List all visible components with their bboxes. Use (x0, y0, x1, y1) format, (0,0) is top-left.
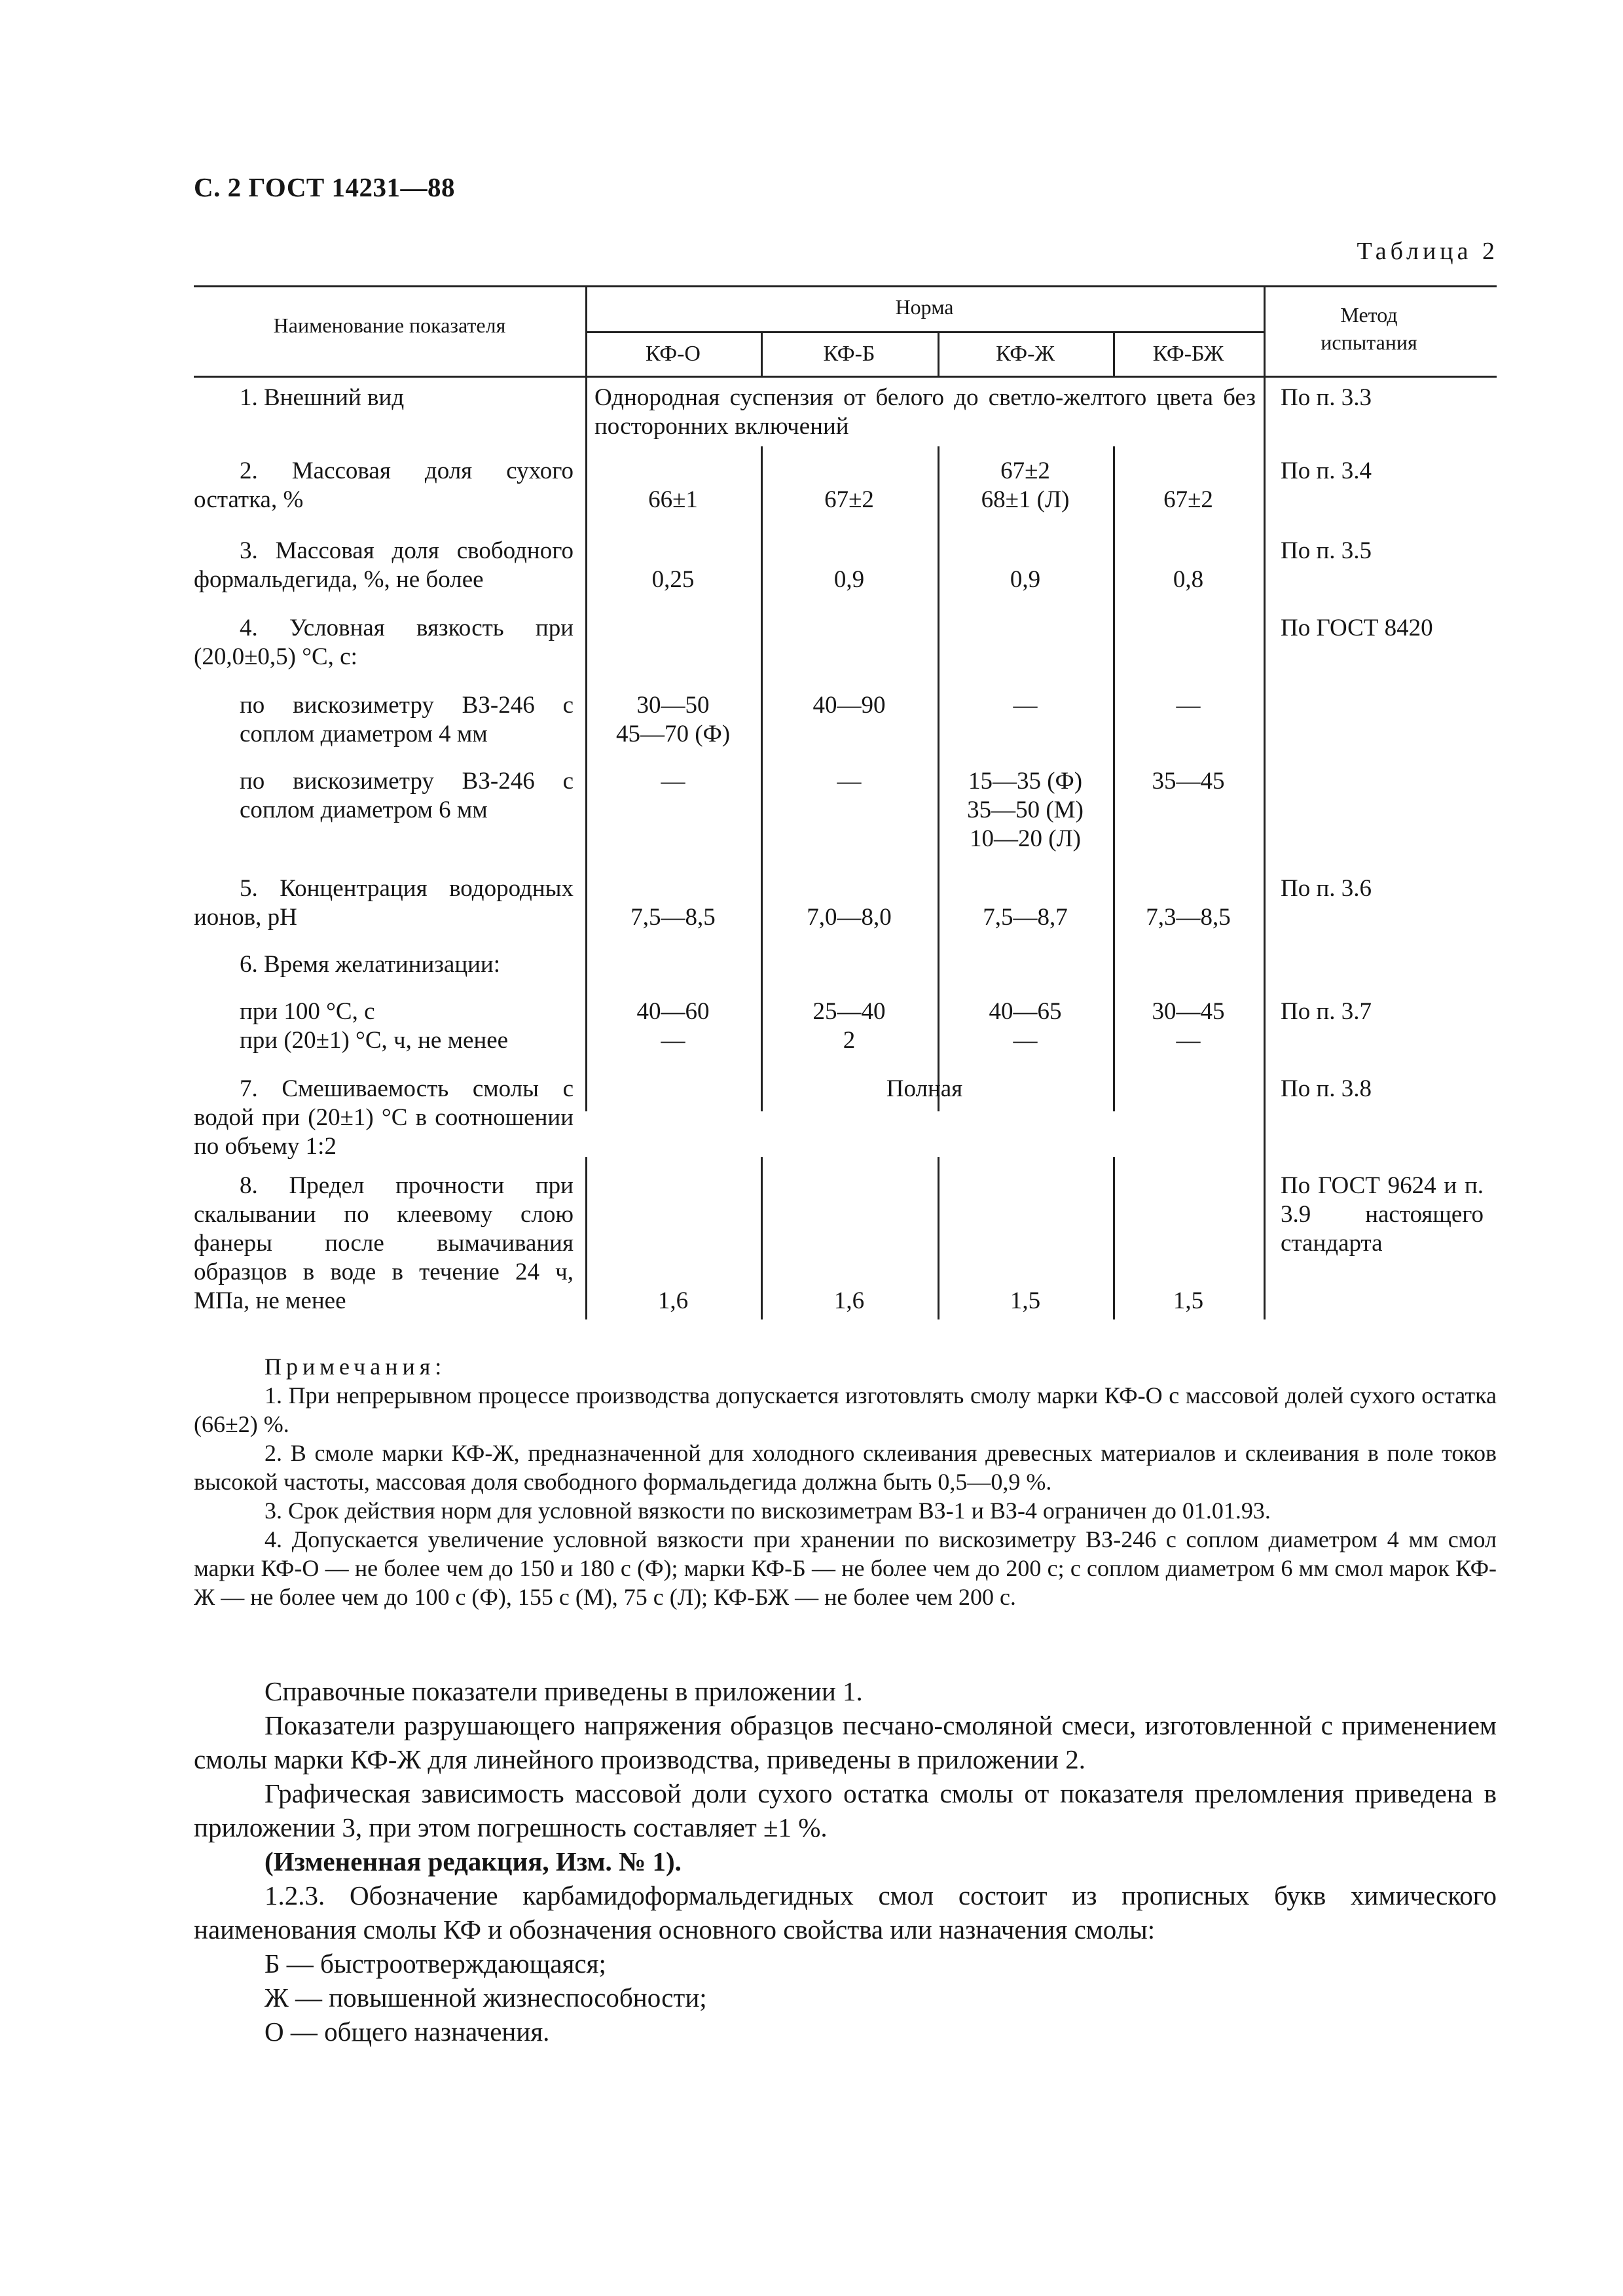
grade-header-kfzh: КФ-Ж (996, 342, 1055, 366)
row2-kfzh-a: 67±2 (1000, 457, 1050, 484)
note-4: 4. Допускается увеличение условной вязкости при хранении по вискозиметру ВЗ-246 с соплом диаметром 4 мм смол марки КФ-О — не более чем до 150 и 180 с (Ф); марки КФ-Б — не более чем до 200 с; с соплом диаметром 6 мм смол марок КФ-Ж — не более чем до 100 с (Ф), 155 с (М), 75 с (Л); КФ-БЖ — не более чем 200 с. (194, 1526, 1497, 1610)
row2-kfo: 66±1 (648, 486, 698, 513)
row4b-kfzh-c: 10—20 (Л) (970, 825, 1081, 852)
row8-kfo: 1,6 (657, 1287, 689, 1314)
row6a-kfo-b: — (661, 1027, 685, 1054)
col-header-name: Наименование показателя (273, 314, 506, 337)
row1-method: По п. 3.3 (1281, 384, 1372, 411)
row3-kfb: 0,9 (833, 566, 865, 593)
row7-name: 7. Смешиваемость смолы с водой при (20±1) °С в соотношении по объему 1:2 (194, 1075, 574, 1160)
row8-kfbzh: 1,5 (1173, 1287, 1204, 1314)
row8-kfzh: 1,5 (1010, 1287, 1041, 1314)
row5-kfbzh: 7,3—8,5 (1146, 904, 1231, 931)
row2-kfb: 67±2 (824, 486, 874, 513)
notes-title: Примечания: (264, 1354, 447, 1380)
row2-method: По п. 3.4 (1281, 457, 1372, 484)
row5-method: По п. 3.6 (1281, 875, 1372, 902)
row6-name: 6. Время желатинизации: (240, 951, 501, 978)
col-header-norm: Норма (895, 295, 954, 319)
row3-kfbzh: 0,8 (1173, 566, 1204, 593)
col-header-method: Метод испытания (1321, 303, 1417, 354)
row4a-kfo-b: 45—70 (Ф) (615, 721, 731, 747)
row6a-kfbzh-b: — (1176, 1027, 1201, 1054)
designation-b: Б — быстроотверждающаяся; (264, 1948, 606, 1979)
amendment-note: (Измененная редакция, Изм. № 1). (264, 1846, 682, 1876)
row6a-name-a: при 100 °С, с (240, 998, 375, 1025)
grade-header-kfb: КФ-Б (823, 342, 875, 366)
row1-norm-merged: Однородная суспензия от белого до светло-желтого цвета без посторонних включений (594, 384, 1256, 440)
paragraph-1-2-3: 1.2.3. Обозначение карбамидоформальдегидных смол состоит из прописных букв химического наименования смолы КФ и обозначения основного свойства или назначения смолы: (194, 1880, 1497, 1945)
row5-kfb: 7,0—8,0 (807, 904, 892, 931)
row6a-method: По п. 3.7 (1281, 998, 1372, 1025)
row2-kfbzh: 67±2 (1163, 486, 1213, 513)
row6a-kfo-a: 40—60 (636, 998, 710, 1025)
paragraph-reference-appendix-3: Графическая зависимость массовой доли сухого остатка смолы от показателя преломления приведена в приложении 3, при этом погрешность составляет ±1 %. (194, 1778, 1497, 1842)
row4a-kfzh: — (1013, 692, 1038, 719)
row5-kfzh: 7,5—8,7 (983, 904, 1068, 931)
body-text (194, 1674, 1497, 2049)
designation-o: О — общего назначения. (264, 2017, 550, 2047)
grade-header-kfbzh: КФ-БЖ (1152, 342, 1224, 366)
row4a-kfb: 40—90 (812, 692, 886, 719)
row6a-kfb-b: 2 (843, 1027, 856, 1054)
table-label: Таблица 2 (1357, 238, 1499, 265)
row6a-kfbzh-a: 30—45 (1152, 998, 1225, 1025)
grade-header-kfo: КФ-О (646, 342, 701, 366)
row4a-kfbzh: — (1176, 692, 1201, 719)
row3-name: 3. Массовая доля свободного формальдегида, %, не более (194, 537, 574, 593)
specification-table (194, 285, 1497, 1319)
row6a-kfb-a: 25—40 (812, 998, 886, 1025)
table-notes (194, 1352, 1497, 1611)
paragraph-reference-appendix-2: Показатели разрушающего напряжения образцов песчано-смоляной смеси, изготовленной с применением смолы марки КФ-Ж для линейного производства, приведены в приложении 2. (194, 1710, 1497, 1774)
row3-kfzh: 0,9 (1010, 566, 1041, 593)
row6a-kfzh-a: 40—65 (989, 998, 1062, 1025)
note-3: 3. Срок действия норм для условной вязкости по вискозиметрам ВЗ-1 и ВЗ-4 ограничен до 01.01.93. (264, 1498, 1271, 1524)
row7-norm-merged: Полная (886, 1075, 963, 1102)
row1-name: 1. Внешний вид (240, 384, 405, 411)
row4b-kfo: — (661, 768, 685, 795)
row7-method: По п. 3.8 (1281, 1075, 1372, 1102)
row4b-kfb: — (837, 768, 862, 795)
row3-kfo: 0,25 (651, 566, 695, 593)
row4a-kfo-a: 30—50 (636, 692, 710, 719)
row2-kfzh-b: 68±1 (Л) (981, 486, 1070, 513)
row6a-kfzh-b: — (1013, 1027, 1038, 1054)
row4b-kfzh-a: 15—35 (Ф) (968, 768, 1083, 795)
row8-method: По ГОСТ 9624 и п. 3.9 настоящего стандарта (1281, 1172, 1484, 1257)
row6a-name-b: при (20±1) °С, ч, не менее (240, 1027, 509, 1054)
row2-name: 2. Массовая доля сухого остатка, % (194, 457, 574, 513)
row4a-name: по вискозиметру ВЗ-246 с соплом диаметром 4 мм (240, 692, 574, 747)
note-2: 2. В смоле марки КФ-Ж, предназначенной для холодного склеивания древесных материалов и склеивания в поле токов высокой частоты, массовая доля свободного формальдегида должна быть 0,5—0,9 %. (194, 1440, 1497, 1495)
row8-kfb: 1,6 (833, 1287, 865, 1314)
designation-zh: Ж — повышенной жизнеспособности; (264, 1982, 707, 2013)
row4b-name: по вискозиметру ВЗ-246 с соплом диаметром 6 мм (240, 768, 574, 823)
row4b-kfbzh: 35—45 (1152, 768, 1225, 795)
row4-name: 4. Условная вязкость при (20,0±0,5) °С, с: (194, 615, 574, 670)
note-1: 1. При непрерывном процессе производства допускается изготовлять смолу марки КФ-О с массовой долей сухого остатка (66±2) %. (194, 1382, 1497, 1437)
row3-method: По п. 3.5 (1281, 537, 1372, 564)
page-header: С. 2 ГОСТ 14231—88 (194, 172, 456, 202)
row8-name: 8. Предел прочности при скалывании по клеевому слою фанеры после вымачивания образцов в воде в течение 24 ч, МПа, не менее (194, 1172, 574, 1314)
row4-method: По ГОСТ 8420 (1281, 615, 1433, 641)
row5-kfo: 7,5—8,5 (630, 904, 716, 931)
row4b-kfzh-b: 35—50 (М) (967, 797, 1084, 823)
paragraph-reference-appendix-1: Справочные показатели приведены в приложении 1. (264, 1676, 863, 1706)
row5-name: 5. Концентрация водородных ионов, pH (194, 875, 574, 931)
